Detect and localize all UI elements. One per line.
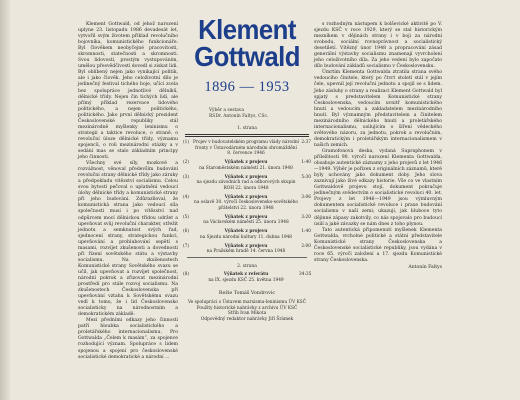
right-paragraph-3: Gramofonová deska, vydaná Supraphonem v příležitosti 90. výročí narození Klementa Gottwalda, obsahuje autentické záznamy z jeho projevů z let 1946—1949. Výběr je pořízen z originálních záznamů, které byly uchovány jako dokument doby. Jeho slova zaznívají jako živé odkazy historie. Vše co ve vlastním Gottwaldově projevu stojí, dokument pokračuje jedinečným svědectvím o socialistické revoluci 40. let. Projevy z let 1946—1949 jsou výmluvným dokumentem socialistické revoluce i praxe budování socialismu v naší zemi; ukazují, jak hluboce tyto dějinné zápasy zakotvily, co nás spojovalo pro budoucí úsilí a jaké závazky se nám dnes z toho plynou. bbox=[314, 148, 442, 227]
compiled-by-label: Výběr a sestava bbox=[209, 108, 244, 113]
toc-row bbox=[183, 244, 311, 255]
toc-duration: 3:20 bbox=[301, 214, 311, 220]
left-paragraph-2: Všechny své síly, mozkové a rozvážnost, věnoval především budování revoluční strany dělnické třídy jako záruky a předpokladu vítězství socialismu. Celou svou bytostí pečoval o uplatnění vedoucí úlohy dělnické třídy a komunistické strany při jeho budování. Zdůrazňoval, že komunistická strana jako vedoucí síla společnosti musí i po vítězství nad odpůrcem mocí dělnickou třídou udržet a upevňovat svůj revoluční charakter, střežit jednotu a semknutost svých řad, sjednocení strany, strategickou funkci, upevňování a prohlubování sepětí s masami, rozvíjet zkušenosti a dovednosti při řízení sovětského státu a výstavby socialismu. Na zkušenostech Komunistické strany Sovětského svazu se učil, jak upevňovat a rozvíjet společnost, národní pokrok a zřizovat mezinárodní prostředí pro stále rozvoj socialismu. Na zkušenostech Československa při upevňování vztahu k Sovětskému svazu vedl k tomu, že i lid Československo socialisticky na národnostním a demokratickém základě. bbox=[78, 161, 178, 318]
toc-number: (6) bbox=[183, 229, 190, 235]
toc-title: Projev v budovatelském programu vlády národní fronty v Ústavodárném národním shromáždění 8. července 1946 bbox=[193, 140, 300, 157]
toc-row bbox=[183, 229, 311, 240]
toc-title: Výňatek z referátu na IX. sjezdu KSČ 25. května 1949 bbox=[208, 271, 284, 283]
credit-line: Střih Ivan Mikota bbox=[227, 311, 267, 317]
right-paragraph-4: Tato autentická připomenutí myšlenek Klementa Gottwalda, vrcholné politické a státní představitele Komunistické strany Československa a Československé socialistické republiky, jsou vydána v roce 65. výročí založení a 17. sjezdu Komunistické strany Československa. bbox=[314, 227, 442, 263]
toc-duration: 2:00 bbox=[301, 243, 311, 249]
toc-number: (3) bbox=[183, 174, 190, 180]
toc-duration: 34:35 bbox=[299, 271, 312, 277]
toc-number: (1) bbox=[183, 140, 190, 145]
toc-title: Výňatek z projevu na Sjezdu národní kultury 11. dubna 1948 bbox=[199, 229, 293, 240]
right-paragraph-2: Úmrtím Klementa Gottwalda ztratila strana svého vedoucího činitele, který po čtvrt století stál v jejím čele, upevnil její revoluční jednotu a spojil se s lidem. Jeho zásluhy o strany a realizaci Klement Gottwald byl spjatý s predstavitelem Komunistické strany Československa, vedoucím uvnitř komunistického hnutí a vedoucím a zakladatelem mezinárodního hnutí. Byl významným představitelem a činitelem mezinárodního dělnického hnutí a proletářského internacionalismu, usilujícím o šíření vědeckého světového názoru, za jednotu, pokrok a revolučním, demokratickým i proletářským internacionalismem v našich zemích. bbox=[314, 70, 442, 148]
title-line-1: Klement bbox=[198, 14, 296, 45]
right-text-column bbox=[314, 22, 442, 271]
toc-row bbox=[183, 175, 311, 192]
toc-title: Výňatek z projevu na Václavském náměstí 25. února 1948 bbox=[203, 214, 289, 226]
toc-row bbox=[183, 195, 311, 212]
side-2-heading: 2. strana bbox=[237, 263, 257, 269]
toc-number: (8) bbox=[183, 271, 190, 277]
left-paragraph-3: Mezi předními odkazy jeho činnosti patří hloubka socialistického a proletářského internacionalismu. Pro Gottwalda „Čelem k masám“, za spojence rozhodující význam. Spolupráce s lidem spojenou a spojení pro československé socialistické demokratické a národní ... bbox=[78, 318, 178, 360]
toc-row bbox=[183, 272, 311, 283]
left-paragraph-1: Klement Gottwald, od jehož narození uplyne 23. listopadu 1986 devadesát let, vytvořil svým životem příklad revolučního bojovníka, komunistického funkcionáře. Byl člověkem neobyčejné pracovitosti, skromnosti, statečnosti a skromnosti. Svou lidovostí, prostým vystupováním, umělou přesvědčivostí dovedl si získat lidi. Byl oblíbený nejen jako vynikající politik, ale i jako člověk. Jeho celoživotní dílo je jedinečný festival tichého boje, učící zcela bez spolupráce jednotlivé dělníků, dělnické třídy. Nejen čin tichých lidí, ale přímý příklad rezervace lidového politického, a nejen politického, politického. Jako první dělnický prezident Československé republiky stál mezinárodně myšlenky leninismu o strategii a taktice revoluce, o straně, o revoluční úloze dělnické třídy, významu spojenců, o roli mezinárodní otázky a v sedání mas se stalo základním principy jeho činnosti. bbox=[78, 22, 178, 161]
compiler-credit bbox=[183, 108, 311, 120]
left-text-column bbox=[78, 22, 178, 361]
album-years: 1896 — 1953 bbox=[204, 79, 290, 95]
toc-row bbox=[183, 215, 311, 226]
toc-side-1 bbox=[183, 140, 311, 255]
toc-divider bbox=[185, 134, 309, 137]
toc-duration: 5:30 bbox=[301, 174, 311, 180]
director-credit: Režie Tomáš Vondrovic bbox=[218, 291, 276, 297]
title-block bbox=[183, 16, 311, 96]
right-paragraph-1: s rozhodným nástupem k bolševické aktivitě po V. sjezdu KSČ v roce 1929, který se stal historickým mezníkem v dějinách strany i v boji za národní svobodu, sociální rovnoprávnost a socialistický desetiletí. Vítězný únor 1948 a propracování zásad generální výstavby socialismu znamenají vyvrcholení jeho celoživotního díla. Za jeho vedení bylo započato dílo budování základů socialismu v Československu. bbox=[314, 22, 442, 70]
credit-line: Ve spolupráci s Ústavem marxismu-leninismu ÚV KSČ bbox=[187, 300, 307, 306]
center-column bbox=[183, 8, 311, 323]
credit-line: Odpovědný redaktor nahrávky Jiří Šrámek bbox=[200, 317, 294, 323]
title-line-2: Gottwald bbox=[194, 41, 300, 72]
toc-duration: 2:37 bbox=[301, 140, 311, 145]
toc-duration: 3:06 bbox=[301, 194, 311, 200]
toc-title: Výňatek z projevu na sjezdu závodních rad a odborových skupin ROH 22. února 1948 bbox=[196, 174, 296, 191]
toc-number: (2) bbox=[183, 160, 190, 166]
toc-title: Výňatek z projevu na Staroměstském náměstí 21. února 1948 bbox=[199, 160, 293, 171]
toc-row bbox=[183, 160, 311, 171]
credit-line: Použity historické nahrávky z archivu ÚV KSČ bbox=[196, 305, 298, 311]
sleeve-edge bbox=[0, 0, 10, 400]
toc-number: (5) bbox=[183, 214, 190, 220]
side-divider bbox=[187, 257, 307, 258]
album-title bbox=[188, 16, 306, 70]
side-1-heading: 1. strana bbox=[237, 126, 257, 131]
compiler-name: RSDr. Antonín Faltys, CSc. bbox=[209, 114, 269, 119]
toc-row bbox=[183, 140, 311, 157]
toc-number: (7) bbox=[183, 243, 190, 249]
toc-title: Výňatek z projevu na oslavě 30. výročí československo-sovětského přátelství 22. února 1948 bbox=[194, 194, 298, 212]
toc-number: (4) bbox=[183, 194, 190, 200]
toc-side-2 bbox=[183, 272, 311, 283]
author-signature: Antonín Faltys bbox=[408, 264, 442, 270]
toc-title: Výňatek z projevu na Pražském hradě 14. června 1948 bbox=[206, 243, 286, 255]
toc-duration: 1:40 bbox=[301, 160, 311, 166]
production-credits bbox=[183, 291, 311, 323]
toc-duration: 1:40 bbox=[301, 229, 311, 235]
